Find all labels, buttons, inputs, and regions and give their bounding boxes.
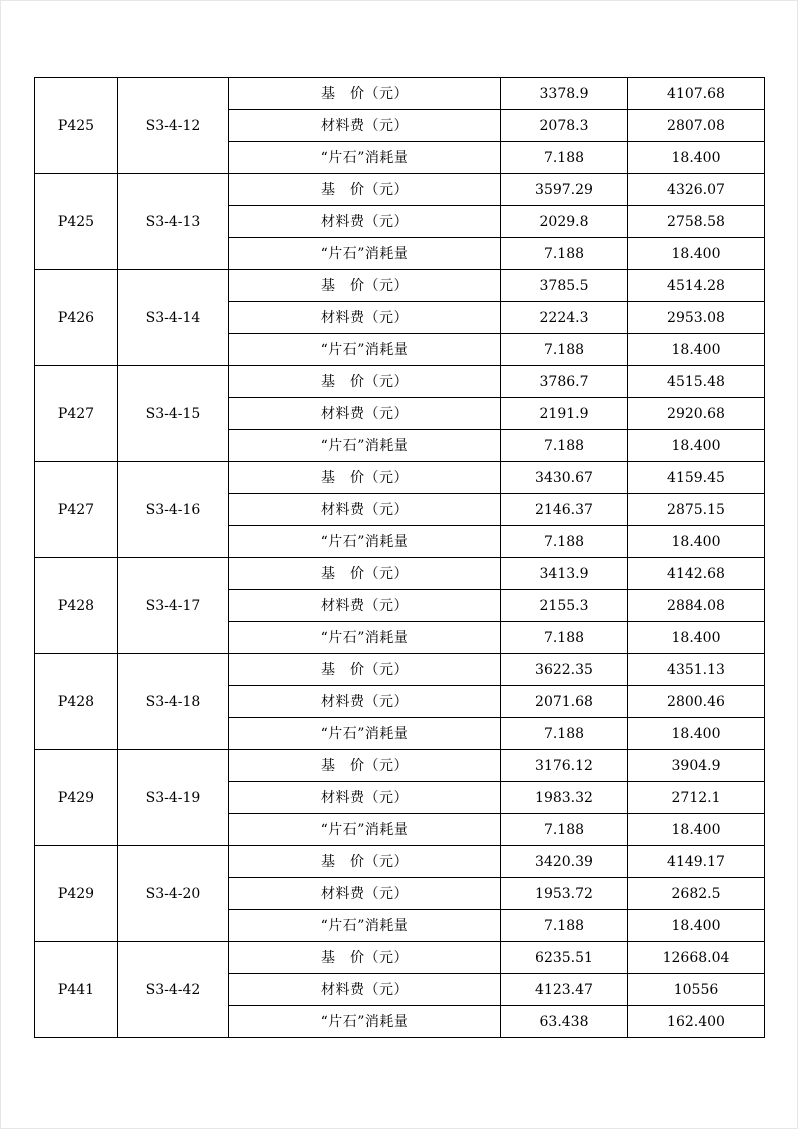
adjusted-value-cell: 4142.68 — [628, 558, 765, 590]
adjusted-value-cell: 18.400 — [628, 526, 765, 558]
original-value-cell: 3597.29 — [501, 174, 628, 206]
item-label-cell: “片石”消耗量 — [229, 142, 501, 174]
original-value-cell: 7.188 — [501, 334, 628, 366]
item-label-cell: 材料费（元） — [229, 494, 501, 526]
item-label-cell: “片石”消耗量 — [229, 814, 501, 846]
original-value-cell: 3420.39 — [501, 846, 628, 878]
adjusted-value-cell: 4149.17 — [628, 846, 765, 878]
adjusted-value-cell: 4515.48 — [628, 366, 765, 398]
table-row — [35, 558, 765, 590]
adjusted-value-cell: 4351.13 — [628, 654, 765, 686]
item-label-cell: 材料费（元） — [229, 686, 501, 718]
original-value-cell: 6235.51 — [501, 942, 628, 974]
original-value-cell: 7.188 — [501, 430, 628, 462]
adjusted-value-cell: 4326.07 — [628, 174, 765, 206]
original-value-cell: 1953.72 — [501, 878, 628, 910]
item-label-cell: “片石”消耗量 — [229, 430, 501, 462]
adjusted-value-cell: 2807.08 — [628, 110, 765, 142]
adjusted-value-cell: 2920.68 — [628, 398, 765, 430]
item-label-cell: 材料费（元） — [229, 590, 501, 622]
original-value-cell: 2224.3 — [501, 302, 628, 334]
item-label-cell: 材料费（元） — [229, 206, 501, 238]
original-value-cell: 3413.9 — [501, 558, 628, 590]
original-value-cell: 3430.67 — [501, 462, 628, 494]
item-label-cell: 基 价（元） — [229, 942, 501, 974]
adjusted-value-cell: 10556 — [628, 974, 765, 1006]
item-label-cell: 基 价（元） — [229, 270, 501, 302]
page-ref-cell: P429 — [35, 846, 118, 942]
original-value-cell: 2146.37 — [501, 494, 628, 526]
item-label-cell: 基 价（元） — [229, 366, 501, 398]
adjusted-value-cell: 2953.08 — [628, 302, 765, 334]
table-row — [35, 654, 765, 686]
adjusted-value-cell: 18.400 — [628, 910, 765, 942]
item-label-cell: “片石”消耗量 — [229, 334, 501, 366]
item-label-cell: 基 价（元） — [229, 654, 501, 686]
quota-code-cell: S3-4-15 — [118, 366, 229, 462]
adjusted-value-cell: 18.400 — [628, 238, 765, 270]
original-value-cell: 2029.8 — [501, 206, 628, 238]
original-value-cell: 3622.35 — [501, 654, 628, 686]
page-ref-cell: P426 — [35, 270, 118, 366]
item-label-cell: 基 价（元） — [229, 846, 501, 878]
original-value-cell: 2191.9 — [501, 398, 628, 430]
adjusted-value-cell: 18.400 — [628, 142, 765, 174]
page-ref-cell: P429 — [35, 750, 118, 846]
item-label-cell: 材料费（元） — [229, 782, 501, 814]
adjusted-value-cell: 18.400 — [628, 814, 765, 846]
adjusted-value-cell: 12668.04 — [628, 942, 765, 974]
adjusted-value-cell: 18.400 — [628, 334, 765, 366]
item-label-cell: 基 价（元） — [229, 78, 501, 110]
quota-code-cell: S3-4-42 — [118, 942, 229, 1038]
price-table-body — [35, 78, 765, 1038]
item-label-cell: 材料费（元） — [229, 878, 501, 910]
table-row — [35, 462, 765, 494]
original-value-cell: 63.438 — [501, 1006, 628, 1038]
page-ref-cell: P425 — [35, 78, 118, 174]
page-ref-cell: P425 — [35, 174, 118, 270]
adjusted-value-cell: 4107.68 — [628, 78, 765, 110]
original-value-cell: 3378.9 — [501, 78, 628, 110]
adjusted-value-cell: 4159.45 — [628, 462, 765, 494]
quota-code-cell: S3-4-12 — [118, 78, 229, 174]
quota-code-cell: S3-4-20 — [118, 846, 229, 942]
item-label-cell: 材料费（元） — [229, 398, 501, 430]
adjusted-value-cell: 18.400 — [628, 718, 765, 750]
item-label-cell: 材料费（元） — [229, 974, 501, 1006]
item-label-cell: 基 价（元） — [229, 558, 501, 590]
original-value-cell: 7.188 — [501, 622, 628, 654]
adjusted-value-cell: 18.400 — [628, 622, 765, 654]
page-ref-cell: P427 — [35, 462, 118, 558]
table-row — [35, 366, 765, 398]
original-value-cell: 7.188 — [501, 238, 628, 270]
original-value-cell: 2071.68 — [501, 686, 628, 718]
original-value-cell: 3785.5 — [501, 270, 628, 302]
original-value-cell: 7.188 — [501, 526, 628, 558]
page-ref-cell: P441 — [35, 942, 118, 1038]
quota-code-cell: S3-4-19 — [118, 750, 229, 846]
adjusted-value-cell: 162.400 — [628, 1006, 765, 1038]
adjusted-value-cell: 2682.5 — [628, 878, 765, 910]
original-value-cell: 7.188 — [501, 814, 628, 846]
item-label-cell: 基 价（元） — [229, 462, 501, 494]
quota-code-cell: S3-4-14 — [118, 270, 229, 366]
original-value-cell: 7.188 — [501, 910, 628, 942]
adjusted-value-cell: 2875.15 — [628, 494, 765, 526]
item-label-cell: “片石”消耗量 — [229, 622, 501, 654]
item-label-cell: 基 价（元） — [229, 750, 501, 782]
item-label-cell: 材料费（元） — [229, 302, 501, 334]
item-label-cell: 材料费（元） — [229, 110, 501, 142]
original-value-cell: 7.188 — [501, 718, 628, 750]
table-row — [35, 942, 765, 974]
original-value-cell: 1983.32 — [501, 782, 628, 814]
adjusted-value-cell: 2758.58 — [628, 206, 765, 238]
quota-code-cell: S3-4-16 — [118, 462, 229, 558]
table-row — [35, 270, 765, 302]
quota-code-cell: S3-4-17 — [118, 558, 229, 654]
adjusted-value-cell: 4514.28 — [628, 270, 765, 302]
item-label-cell: “片石”消耗量 — [229, 238, 501, 270]
adjusted-value-cell: 2884.08 — [628, 590, 765, 622]
table-row — [35, 174, 765, 206]
table-row — [35, 78, 765, 110]
quota-code-cell: S3-4-13 — [118, 174, 229, 270]
table-row — [35, 750, 765, 782]
original-value-cell: 2155.3 — [501, 590, 628, 622]
table-row — [35, 846, 765, 878]
original-value-cell: 2078.3 — [501, 110, 628, 142]
page-ref-cell: P428 — [35, 558, 118, 654]
adjusted-value-cell: 2712.1 — [628, 782, 765, 814]
adjusted-value-cell: 2800.46 — [628, 686, 765, 718]
page-ref-cell: P427 — [35, 366, 118, 462]
item-label-cell: “片石”消耗量 — [229, 718, 501, 750]
quota-code-cell: S3-4-18 — [118, 654, 229, 750]
item-label-cell: “片石”消耗量 — [229, 1006, 501, 1038]
original-value-cell: 3786.7 — [501, 366, 628, 398]
page-ref-cell: P428 — [35, 654, 118, 750]
item-label-cell: “片石”消耗量 — [229, 526, 501, 558]
price-table — [34, 77, 765, 1038]
adjusted-value-cell: 3904.9 — [628, 750, 765, 782]
original-value-cell: 3176.12 — [501, 750, 628, 782]
original-value-cell: 4123.47 — [501, 974, 628, 1006]
adjusted-value-cell: 18.400 — [628, 430, 765, 462]
item-label-cell: “片石”消耗量 — [229, 910, 501, 942]
original-value-cell: 7.188 — [501, 142, 628, 174]
item-label-cell: 基 价（元） — [229, 174, 501, 206]
